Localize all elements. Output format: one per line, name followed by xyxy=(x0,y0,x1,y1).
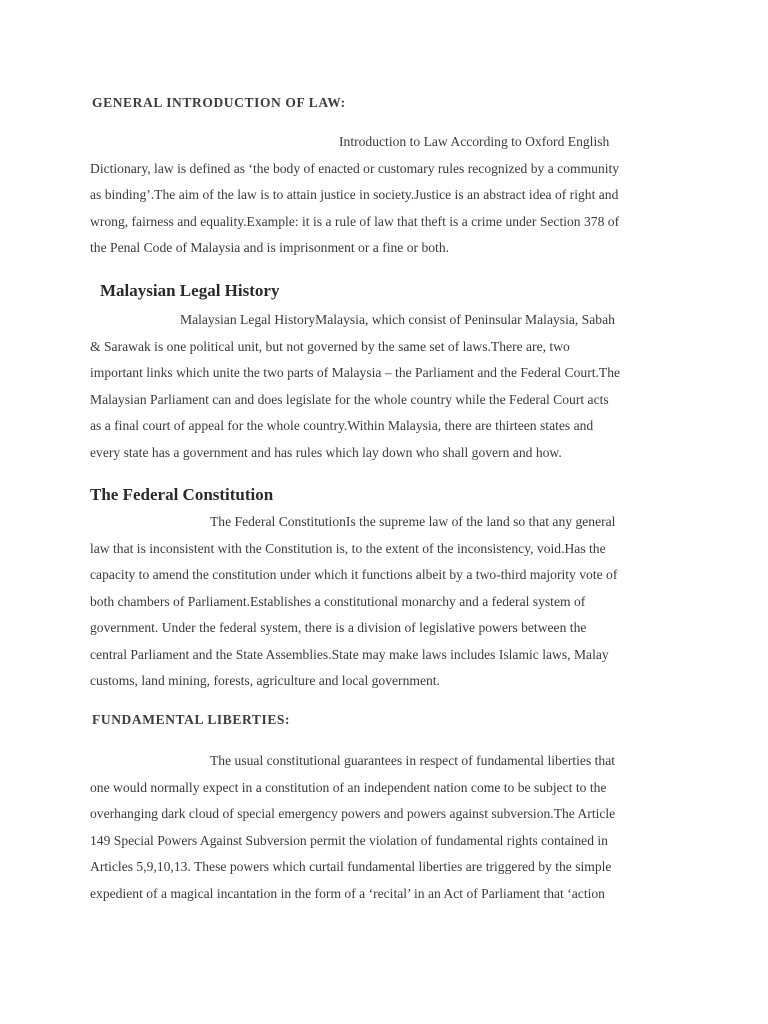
text-line: Dictionary, law is defined as ‘the body of enacted or customary rules recognized by a community xyxy=(90,160,620,176)
text-line: both chambers of Parliament.Establishes a constitutional monarchy and a federal system of xyxy=(90,593,586,609)
heading-malaysian-legal-history: Malaysian Legal History xyxy=(100,281,280,300)
text-line: capacity to amend the constitution under which it functions albeit by a two-third majority vote of xyxy=(90,567,618,582)
heading-federal-constitution: The Federal Constitution xyxy=(90,485,274,504)
paragraph-fundamental-liberties xyxy=(90,748,690,907)
heading-fundamental-liberties: FUNDAMENTAL LIBERTIES: xyxy=(92,712,291,727)
text-line: wrong, fairness and equality.Example: it is a rule of law that theft is a crime under Section 378 of xyxy=(90,213,620,229)
heading-general-introduction: GENERAL INTRODUCTION OF LAW: xyxy=(92,95,346,110)
text-line: government. Under the federal system, there is a division of legislative powers between the xyxy=(90,620,587,635)
text-line: law that is inconsistent with the Constitution is, to the extent of the inconsistency, void.Has the xyxy=(90,540,606,556)
text-line: overhanging dark cloud of special emergency powers and powers against subversion.The Article xyxy=(90,806,616,821)
text-line: every state has a government and has rules which lay down who shall govern and how. xyxy=(90,444,562,460)
paragraph-malaysian-legal-history xyxy=(90,307,690,466)
text-line: Malaysian Legal HistoryMalaysia, which consist of Peninsular Malaysia, Sabah xyxy=(180,312,615,327)
text-line: The usual constitutional guarantees in respect of fundamental liberties that xyxy=(210,753,616,768)
text-line: customs, land mining, forests, agriculture and local government. xyxy=(90,673,440,688)
text-line: as binding’.The aim of the law is to attain justice in society.Justice is an abstract idea of right and xyxy=(90,187,619,202)
text-line: The Federal ConstitutionIs the supreme law of the land so that any general xyxy=(210,514,616,529)
text-line: Articles 5,9,10,13. These powers which curtail fundamental liberties are triggered by the simple xyxy=(90,859,612,874)
text-line: central Parliament and the State Assemblies.State may make laws includes Islamic laws, Malay xyxy=(90,646,609,662)
text-line: Malaysian Parliament can and does legislate for the whole country while the Federal Court acts xyxy=(90,391,609,407)
paragraph-federal-constitution xyxy=(90,509,690,695)
paragraph-general-introduction xyxy=(90,129,690,262)
text-line: important links which unite the two parts of Malaysia – the Parliament and the Federal Court.The xyxy=(90,365,621,380)
text-line: as a final court of appeal for the whole country.Within Malaysia, there are thirteen states and xyxy=(90,418,594,433)
text-line: one would normally expect in a constitution of an independent nation come to be subject to the xyxy=(90,779,607,795)
text-line: & Sarawak is one political unit, but not governed by the same set of laws.There are, two xyxy=(90,338,570,354)
text-line: 149 Special Powers Against Subversion permit the violation of fundamental rights contained in xyxy=(90,832,608,848)
text-line: expedient of a magical incantation in the form of a ‘recital’ in an Act of Parliament that ‘action xyxy=(90,885,605,901)
text-line: the Penal Code of Malaysia and is imprisonment or a fine or both. xyxy=(90,240,450,255)
text-line: Introduction to Law According to Oxford English xyxy=(339,134,610,149)
